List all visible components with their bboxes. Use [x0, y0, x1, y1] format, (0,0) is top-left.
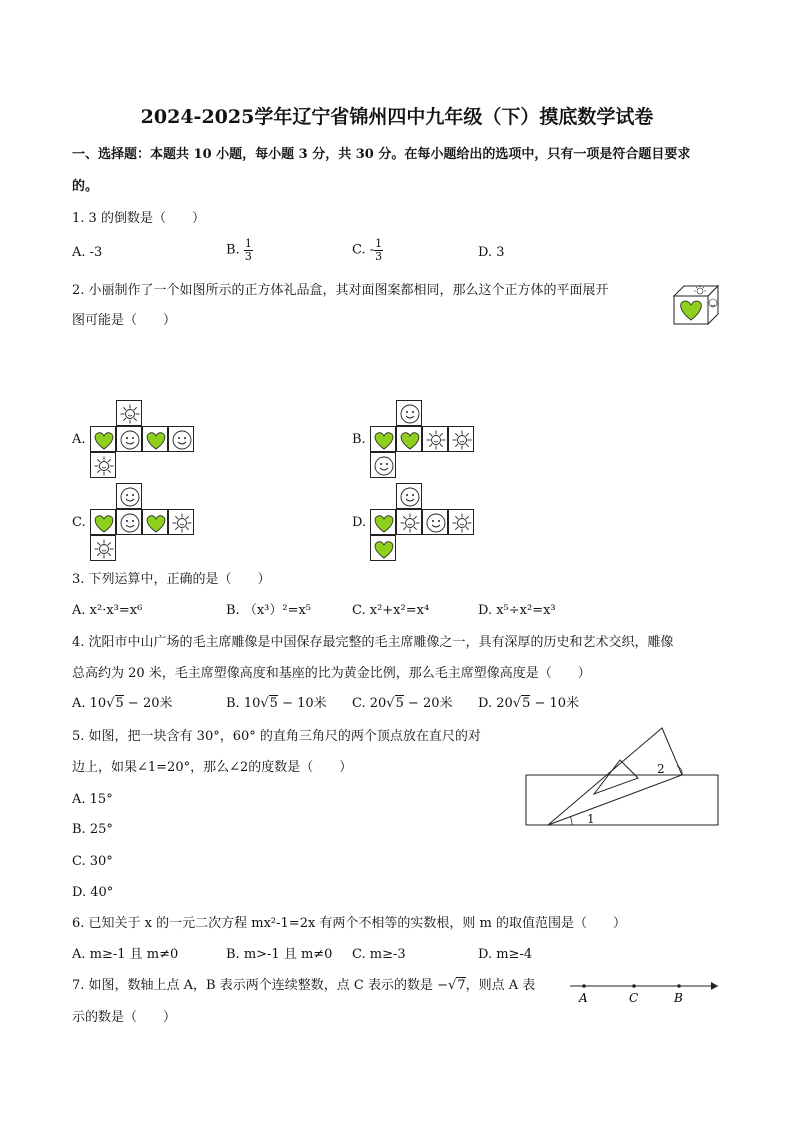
q5-option-a: A. 15° [72, 792, 113, 807]
heart-icon [396, 426, 422, 452]
page-title: 2024-2025学年辽宁省锦州四中九年级（下）摸底数学试卷 [140, 106, 654, 128]
smile-icon [396, 400, 422, 426]
point-b-label: B [674, 991, 683, 1005]
sun-icon [116, 400, 142, 426]
gift-cube-figure [672, 284, 724, 326]
radicand: 5 [395, 696, 404, 711]
q5-option-d: D. 40° [72, 885, 114, 900]
q1-option-c-label: C. - [352, 242, 375, 258]
option-text: A. 10 [72, 696, 107, 711]
q1-option-b-fraction [244, 238, 253, 262]
q4-option-a: A. 10√5 − 20米 [72, 696, 173, 711]
heart-icon [142, 509, 168, 535]
q5-option-c: C. 30° [72, 854, 113, 869]
point-a-dot [582, 984, 586, 988]
question-4-line1: 4. 沈阳市中山广场的毛主席雕像是中国保存最完整的毛主席雕像之一，具有深厚的历史和艺术交织，雕像 [72, 635, 674, 650]
q6-option-b: B. m>-1 且 m≠0 [226, 947, 333, 962]
question-4-line2: 总高约为 20 米，毛主席塑像高度和基座的比为黄金比例，那么毛主席塑像高度是（ ） [72, 666, 591, 681]
sun-icon [168, 509, 194, 535]
q1-option-c-fraction [374, 238, 383, 262]
section-heading-cont: 的。 [72, 179, 99, 194]
question-5-line1: 5. 如图，把一块含有 30°，60° 的直角三角尺的两个顶点放在直尺的对 [72, 729, 481, 744]
angle-2-label: 2 [657, 762, 665, 776]
number-line-figure [566, 976, 724, 1006]
question-5-line2: 边上，如果∠1=20°，那么∠2的度数是（ ） [72, 760, 353, 775]
q2-option-b: B. [352, 432, 366, 447]
option-text: − 20米 [123, 696, 173, 711]
stem-text: ，则点 A 表 [465, 978, 536, 993]
sun-icon [90, 452, 116, 478]
fraction-denominator: 3 [244, 249, 252, 263]
question-1-stem: 1. 3 的倒数是（ ） [72, 211, 205, 226]
radicand: 7 [457, 978, 466, 993]
sun-icon [422, 426, 448, 452]
question-7-line1: 7. 如图，数轴上点 A，B 表示两个连续整数，点 C 表示的数是 −√7，则点 A 表 [72, 978, 536, 993]
q5-option-b: B. 25° [72, 822, 113, 837]
q2-option-a: A. [72, 432, 86, 447]
q4-option-c: C. 20√5 − 20米 [352, 696, 453, 711]
radicand: 5 [269, 696, 278, 711]
option-text: B. 10 [226, 696, 261, 711]
q3-option-d: D. x⁵÷x²=x³ [478, 603, 556, 618]
radicand: 5 [115, 696, 124, 711]
fraction-numerator: 1 [244, 237, 252, 250]
option-text: D. 20 [478, 696, 513, 711]
point-c-dot [632, 984, 636, 988]
smile-icon [370, 452, 396, 478]
sun-icon [448, 509, 474, 535]
question-2-line1: 2. 小丽制作了一个如图所示的正方体礼品盒，其对面图案都相同，那么这个正方体的平面展开 [72, 283, 609, 298]
arrow-icon [711, 982, 718, 990]
question-7-line2: 示的数是（ ） [72, 1010, 177, 1025]
option-text: − 10米 [530, 696, 580, 711]
heart-icon [90, 426, 116, 452]
angle-1-label: 1 [587, 812, 595, 826]
option-text: − 20米 [403, 696, 453, 711]
q1-option-b-label: B. [226, 242, 240, 258]
q3-option-b: B. （x³）²=x⁵ [226, 603, 312, 618]
q6-option-c: C. m≥-3 [352, 947, 406, 962]
section-heading: 一、选择题：本题共 10 小题，每小题 3 分，共 30 分。在每小题给出的选项中，只有一项是符合题目要求 [72, 147, 691, 162]
ruler [526, 775, 718, 825]
fraction-numerator: 1 [375, 237, 383, 250]
smile-icon [116, 426, 142, 452]
q3-option-c: C. x²+x²=x⁴ [352, 603, 430, 618]
smile-icon [116, 509, 142, 535]
q1-option-c [352, 238, 383, 262]
q6-option-a: A. m≥-1 且 m≠0 [72, 947, 179, 962]
smile-icon [168, 426, 194, 452]
q2-option-d: D. [352, 515, 367, 530]
q1-option-d: D. 3 [478, 245, 505, 260]
heart-icon [370, 426, 396, 452]
point-c-label: C [629, 991, 639, 1005]
point-a-label: A [579, 991, 588, 1005]
sun-icon [90, 535, 116, 561]
question-2-line2: 图可能是（ ） [72, 313, 177, 328]
smile-icon [116, 483, 142, 509]
radicand: 5 [522, 696, 531, 711]
option-text: − 10米 [277, 696, 327, 711]
q1-option-a: A. -3 [72, 245, 103, 260]
heart-icon [142, 426, 168, 452]
question-3-stem: 3. 下列运算中，正确的是（ ） [72, 572, 271, 587]
smile-icon [396, 483, 422, 509]
smile-icon [422, 509, 448, 535]
question-6-stem: 6. 已知关于 x 的一元二次方程 mx²-1=2x 有两个不相等的实数根，则 m 的取值范围是（ ） [72, 916, 627, 931]
option-text: C. 20 [352, 696, 387, 711]
q1-option-b [226, 238, 253, 262]
ruler-triangle-figure [520, 722, 726, 828]
q4-option-d: D. 20√5 − 10米 [478, 696, 580, 711]
sun-icon [448, 426, 474, 452]
heart-icon [370, 509, 396, 535]
sun-icon [396, 509, 422, 535]
q3-option-a: A. x²·x³=x⁶ [72, 603, 143, 618]
heart-icon [370, 535, 396, 561]
q6-option-d: D. m≥-4 [478, 947, 533, 962]
fraction-denominator: 3 [375, 249, 383, 263]
q4-option-b: B. 10√5 − 10米 [226, 696, 327, 711]
q2-option-c: C. [72, 515, 86, 530]
stem-text: 7. 如图，数轴上点 A，B 表示两个连续整数，点 C 表示的数是 − [72, 978, 448, 993]
point-b-dot [677, 984, 681, 988]
heart-icon [90, 509, 116, 535]
